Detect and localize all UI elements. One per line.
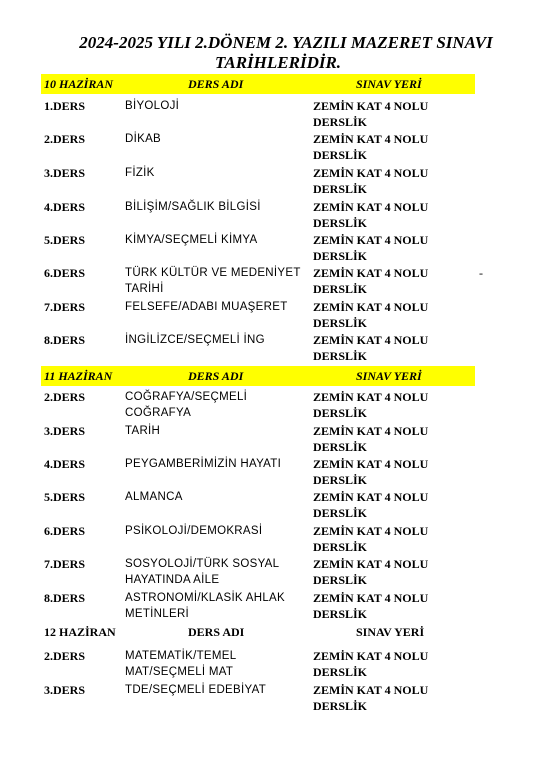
ders-adi: PSİKOLOJİ/DEMOKRASİ (125, 525, 263, 537)
document-title-line-2: TARİHLERİDİR. (214, 53, 342, 72)
ders-no: 2.DERS (44, 649, 86, 663)
ders-adi: BİYOLOJİ (125, 100, 180, 112)
ders-no: 2.DERS (44, 132, 86, 146)
ders-no: 7.DERS (44, 300, 86, 314)
sinav-yeri: ZEMİN KAT 4 NOLU DERSLİK (313, 424, 429, 454)
ders-adi: TÜRK KÜLTÜR VE MEDENİYET TARİHİ (125, 267, 301, 295)
ders-no: 6.DERS (44, 524, 86, 538)
column-header-ders-adi: DERS ADI (188, 625, 245, 639)
sinav-yeri: ZEMİN KAT 4 NOLU DERSLİK (313, 390, 429, 420)
section-header-12-haziran (41, 622, 475, 642)
ders-adi: MATEMATİK/TEMEL MAT/SEÇMELİ MAT (125, 650, 236, 678)
sinav-yeri: ZEMİN KAT 4 NOLU DERSLİK (313, 333, 429, 363)
sinav-yeri: ZEMİN KAT 4 NOLU DERSLİK (313, 649, 429, 679)
ders-no: 6.DERS (44, 266, 86, 280)
column-header-sinav-yeri: SINAV YERİ (356, 77, 422, 91)
ders-adi: İNGİLİZCE/SEÇMELİ İNG (125, 334, 265, 346)
sinav-yeri: ZEMİN KAT 4 NOLU DERSLİK (313, 233, 429, 263)
ders-no: 8.DERS (44, 333, 86, 347)
ders-adi: TARİH (125, 425, 161, 437)
sinav-yeri: ZEMİN KAT 4 NOLU DERSLİK (313, 683, 429, 713)
ders-no: 3.DERS (44, 683, 86, 697)
ders-adi: ALMANCA (125, 491, 183, 503)
ders-adi: SOSYOLOJİ/TÜRK SOSYAL HAYATINDA AİLE (125, 558, 279, 586)
sinav-yeri: ZEMİN KAT 4 NOLU DERSLİK (313, 300, 429, 330)
ders-no: 4.DERS (44, 457, 86, 471)
sinav-yeri: ZEMİN KAT 4 NOLU DERSLİK (313, 266, 429, 296)
ders-no: 3.DERS (44, 166, 86, 180)
section-date: 12 HAZİRAN (44, 625, 116, 639)
ders-no: 4.DERS (44, 200, 86, 214)
document-title-line-1: 2024-2025 YILI 2.DÖNEM 2. YAZILI MAZERET SINAVI (79, 33, 493, 52)
ders-no: 3.DERS (44, 424, 86, 438)
ders-adi: COĞRAFYA/SEÇMELİ COĞRAFYA (125, 391, 248, 419)
ders-adi: ASTRONOMİ/KLASİK AHLAK METİNLERİ (125, 592, 285, 620)
column-header-sinav-yeri: SINAV YERİ (356, 369, 422, 383)
sinav-yeri: ZEMİN KAT 4 NOLU DERSLİK (313, 490, 429, 520)
ders-no: 1.DERS (44, 99, 86, 113)
sinav-yeri: ZEMİN KAT 4 NOLU DERSLİK (313, 591, 429, 621)
ders-adi: PEYGAMBERİMİZİN HAYATI (125, 458, 282, 470)
ders-adi: TDE/SEÇMELİ EDEBİYAT (125, 684, 267, 696)
sinav-yeri: ZEMİN KAT 4 NOLU DERSLİK (313, 557, 429, 587)
section-date: 10 HAZİRAN (44, 77, 114, 91)
ders-no: 5.DERS (44, 233, 86, 247)
sinav-yeri: ZEMİN KAT 4 NOLU DERSLİK (313, 524, 429, 554)
ders-no: 5.DERS (44, 490, 86, 504)
section-date: 11 HAZİRAN (44, 369, 113, 383)
sinav-yeri: ZEMİN KAT 4 NOLU DERSLİK (313, 200, 429, 230)
ders-no: 8.DERS (44, 591, 86, 605)
section-header-11-haziran (41, 366, 475, 386)
column-header-ders-adi: DERS ADI (188, 369, 244, 383)
column-header-ders-adi: DERS ADI (188, 77, 244, 91)
sinav-yeri: ZEMİN KAT 4 NOLU DERSLİK (313, 99, 429, 129)
ders-no: 2.DERS (44, 390, 86, 404)
ders-adi: DİKAB (125, 133, 162, 145)
ders-adi: FİZİK (125, 167, 155, 179)
ders-no: 7.DERS (44, 557, 86, 571)
stray-dash-mark: - (479, 266, 483, 280)
ders-adi: BİLİŞİM/SAĞLIK BİLGİSİ (125, 201, 261, 213)
ders-adi: KİMYA/SEÇMELİ KİMYA (125, 234, 258, 246)
sinav-yeri: ZEMİN KAT 4 NOLU DERSLİK (313, 457, 429, 487)
column-header-sinav-yeri: SINAV YERİ (356, 625, 425, 639)
sinav-yeri: ZEMİN KAT 4 NOLU DERSLİK (313, 166, 429, 196)
section-header-10-haziran (41, 74, 475, 94)
ders-adi: FELSEFE/ADABI MUAŞERET (125, 301, 288, 313)
sinav-yeri: ZEMİN KAT 4 NOLU DERSLİK (313, 132, 429, 162)
